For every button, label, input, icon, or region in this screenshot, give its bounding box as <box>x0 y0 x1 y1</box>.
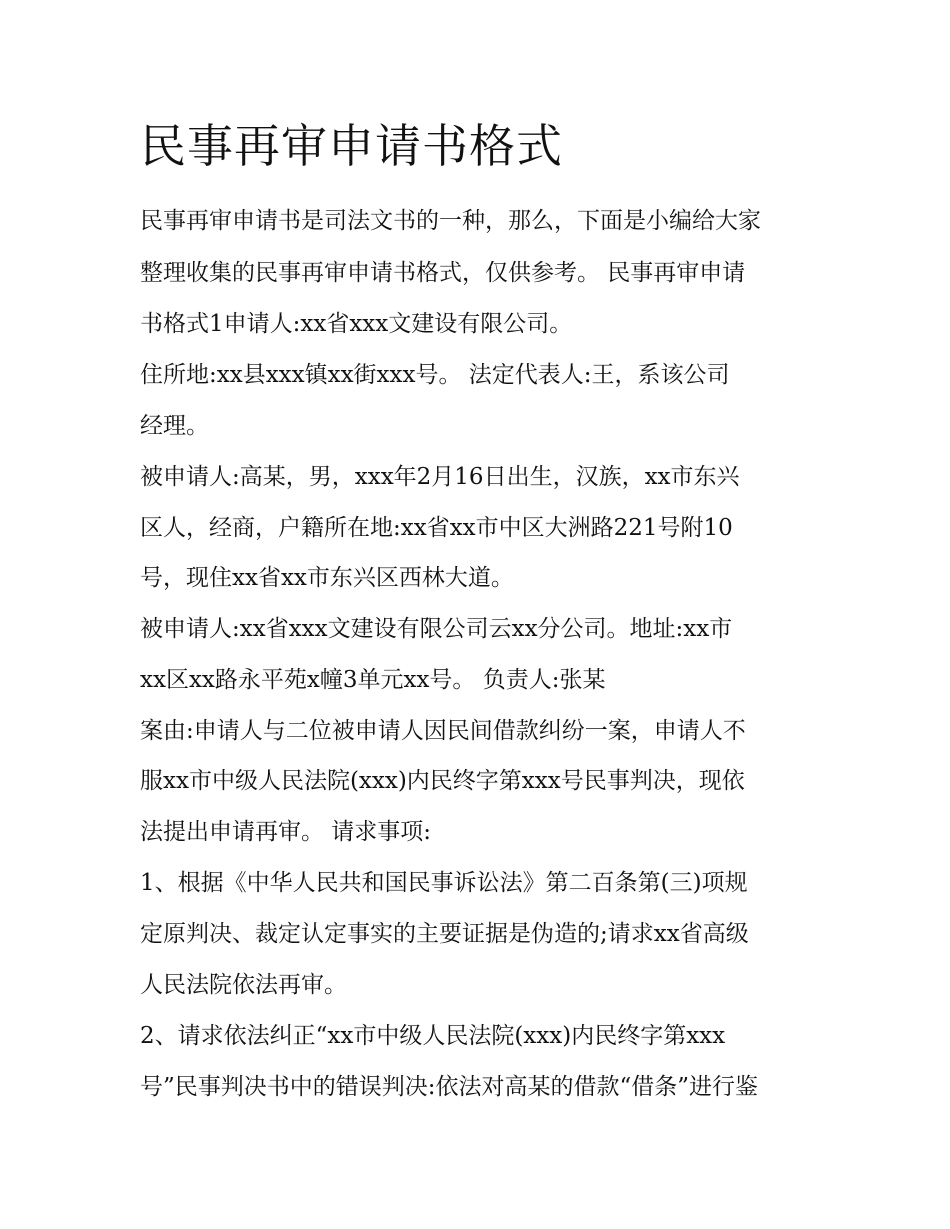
body-line: 书格式1申请人:xx省xxx文建设有限公司。 <box>140 311 573 337</box>
body-line: 区人，经商，户籍所在地:xx省xx市中区大洲路221号附10 <box>140 515 733 541</box>
body-line: 服xx市中级人民法院(xxx)内民终字第xxx号民事判决，现依 <box>140 768 745 794</box>
body-line: 被申请人:xx省xxx文建设有限公司云xx分公司。地址:xx市 <box>140 616 733 642</box>
body-line: 2、请求依法纠正“xx市中级人民法院(xxx)内民终字第xxx <box>140 1023 726 1049</box>
body-line: 住所地:xx县xxx镇xx街xxx号。 法定代表人:王，系该公司 <box>140 362 730 388</box>
body-line: 民事再审申请书是司法文书的一种，那么，下面是小编给大家 <box>140 208 761 234</box>
body-line: 人民法院依法再审。 <box>140 972 347 998</box>
body-line: 号”民事判决书中的错误判决:依法对高某的借款“借条”进行鉴 <box>140 1074 759 1100</box>
body-line: 号，现住xx省xx市东兴区西林大道。 <box>140 565 514 591</box>
body-line: 经理。 <box>140 413 209 439</box>
body-line: 整理收集的民事再审申请书格式，仅供参考。 民事再审申请 <box>140 260 746 286</box>
body-line: 案由:申请人与二位被申请人因民间借款纠纷一案，申请人不 <box>140 718 746 744</box>
document-title: 民事再审申请书格式 <box>140 119 563 173</box>
body-line: xx区xx路永平苑x幢3单元xx号。 负责人:张某 <box>140 667 606 693</box>
body-line: 定原判决、裁定认定事实的主要证据是伪造的;请求xx省高级 <box>140 921 749 947</box>
body-line: 法提出申请再审。 请求事项: <box>140 819 432 845</box>
body-line: 1、根据《中华人民共和国民事诉讼法》第二百条第(三)项规 <box>140 870 748 896</box>
body-line: 被申请人:高某，男，xxx年2月16日出生，汉族，xx市东兴 <box>140 464 740 490</box>
